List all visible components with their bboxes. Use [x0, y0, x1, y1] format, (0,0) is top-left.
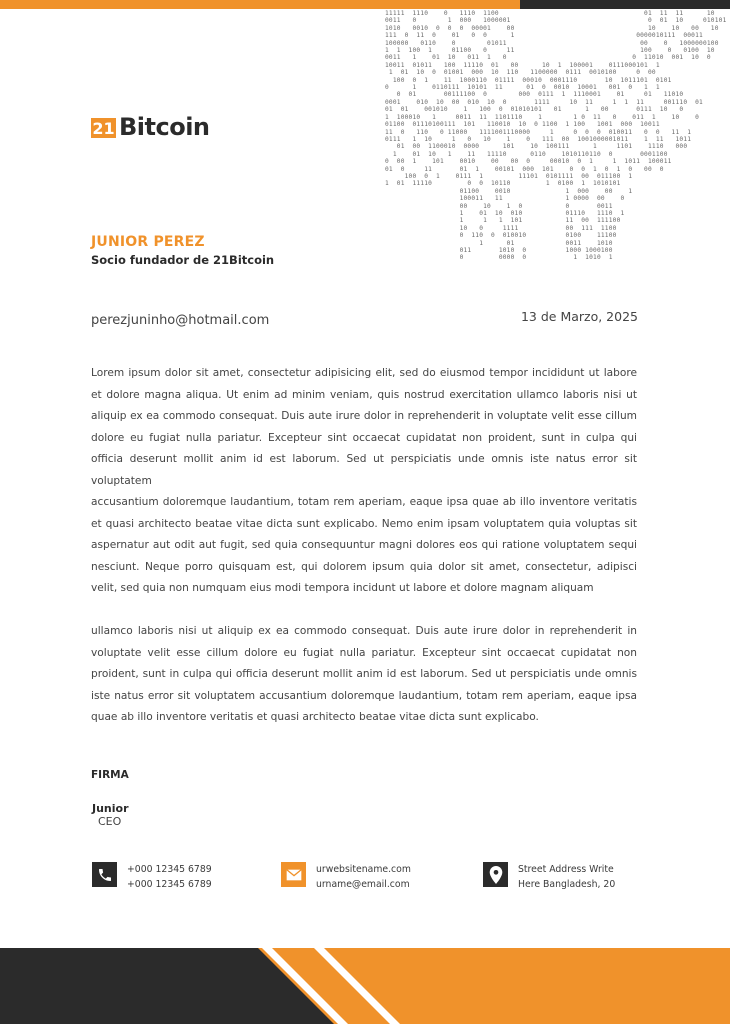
binary-code-decoration	[385, 10, 730, 262]
logo-mark-icon	[91, 114, 118, 141]
top-accent-bar	[0, 0, 520, 9]
sender-email[interactable]: perezjuninho@hotmail.com	[91, 313, 270, 328]
mail-icon	[281, 862, 306, 887]
top-dark-bar	[520, 0, 730, 9]
binary-code-text: 11111 1110 0 1110 1100 01 11 11 10 0011 0 1 000 1000001 0 01 10 010101 1010 0010 0 0 0 00001 00 10 10 00 10 111 0 11 0 01 0 0 1 0000010111 00011 100000 0110 0 01011 00 0 1000000100 1 1 100 1 01100 0 11 100 0 0100 10 0011 1 01 10 011 1 0 0 11010 001 10 0 10011 01011 100 11110 01 00 10 1 100001 0111000101 1 1 01 10 0 01001 000 10 110 1100000 0111 0010100 0 00 100 0 1 11 1000110 01111 00010 0001110 10 1011101 0101 0 1 0110111 10101 11 01 0 0010 10001 001 0 1 1 0 01 00111100 0 000 0111 1 1110001 01 01 11010 0001 010 10 00 010 10 0 1111 10 11 1 1 11 001110 01 01 01 001010 1 100 0 01010101 01 1 00 0111 10 0 1 100010 1 0011 11 1101110 1 1 0 11 0 011 1 10 0 01100 01110100111 101 110010 10 0 1100 1 100 1001 000 10011 11 0 110 0 11000 1111001110000 1 0 0 0 010011 0 0 11 1 0111 1 10 1 0 10 1 0 111 00 1001000001011 1 11 1011 01 00 1100010 0000 101 10 100111 1 1101 1110 000 1 01 10 1 11 11110 0110 1010110110 0 0001100 0 00 1 101 0010 00 00 0 00010 0 1 1 1011 100011 01 0 11 01 1 00101 000 101 0 0 1 0 1 0 00 0 100 0 1 0111 1 11101 0101111 00 011100 1 1 01 11110 0 0 10110 1 0100 1 1010101 01100 0010 1 000 00 1 100011 11 1 0000 00 0 00 10 1 0 0 0011 1 01 10 010 01110 1110 1 1 1 1 101 11 00 111100 10 0 1111 00 111 1100 0 110 0 010010 0100 11100 1 01 0011 1010 011 1010 0 1000 1000100 0 0000 0 1 1010 1	[385, 10, 727, 262]
signature-title: CEO	[98, 815, 122, 828]
website-link[interactable]: urwebsitename.com	[316, 864, 411, 875]
phone-line-1[interactable]: +000 12345 6789	[127, 864, 212, 875]
contact-address	[483, 862, 615, 892]
email-link[interactable]: urname@email.com	[316, 879, 410, 890]
body-paragraph-1: Lorem ipsum dolor sit amet, consectetur adipisicing elit, sed do eiusmod tempor incididunt ut labore et dolore magna aliqua. Ut enim ad minim veniam, quis nostrud exercitation ullamco laboris nisi ut aliquip ex ea commodo consequat. Duis aute irure dolor in reprehenderit in voluptate velit esse cillum dolore eu fugiat nulla pariatur. Excepteur sint occaecat cupidatat non proident, sunt in culpa qui officia deserunt mollit anim id est laborum. Sed ut perspiciatis unde omnis iste natus error sit voluptatem	[91, 367, 637, 487]
logo-text: Bitcoin	[119, 113, 210, 141]
signature-name: Junior	[92, 802, 129, 815]
sender-role: Socio fundador de 21Bitcoin	[91, 253, 275, 267]
contact-phone	[92, 862, 212, 892]
phone-icon	[92, 862, 117, 887]
logo-mark-text: 21	[92, 118, 115, 138]
brand-logo	[91, 113, 210, 141]
footer-decoration	[0, 948, 730, 1024]
sender-name: JUNIOR PEREZ	[91, 234, 205, 250]
contact-web	[281, 862, 411, 892]
location-pin-icon	[483, 862, 508, 887]
address-line-1: Street Address Write	[518, 864, 614, 875]
body-paragraph-3: ullamco laboris nisi ut aliquip ex ea commodo consequat. Duis aute irure dolor in reprehenderit in voluptate velit esse cillum dolore eu fugiat nulla pariatur. Excepteur sint occaecat cupidatat non proident, sunt in culpa qui officia deserunt mollit anim id est laborum. Sed ut perspiciatis unde omnis iste natus error sit voluptatem accusantium doloremque laudantium, totam rem aperiam, eaque ipsa quae ab illo inventore veritatis et quasi architecto beatae vitae dicta sunt explicabo.	[91, 625, 637, 723]
letter-date: 13 de Marzo, 2025	[520, 309, 638, 324]
phone-line-2[interactable]: +000 12345 6789	[127, 879, 212, 890]
body-paragraph-2: accusantium doloremque laudantium, totam rem aperiam, eaque ipsa quae ab illo inventore veritatis et quasi architecto beatae vitae dicta sunt explicabo. Nemo enim ipsam voluptatem quia voluptas sit aspernatur aut odit aut fugit, sed quia consequuntur magni dolores eos qui ratione voluptatem sequi nesciunt. Neque porro quisquam est, qui dolorem ipsum quia dolor sit amet, consectetur, adipisci velit, sed quia non numquam eius modi tempora incidunt ut labore et dolore magnam aliquam	[91, 496, 637, 594]
address-line-2: Here Bangladesh, 20	[518, 879, 616, 890]
signature-label: FIRMA	[91, 769, 129, 781]
